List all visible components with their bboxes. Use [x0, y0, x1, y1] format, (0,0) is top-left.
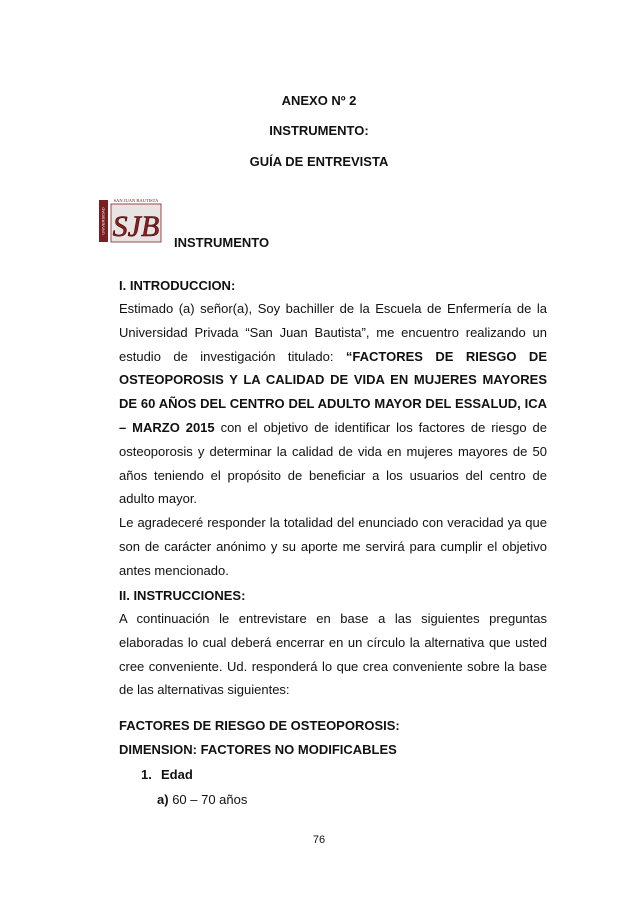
logo-monogram: SJB: [112, 210, 160, 243]
instructions-text: A continuación le entrevistare en base a las siguientes preguntas elaboradas lo cual deberá encerrar en un círculo la alternativa que usted cree conveniente. Ud. responderá lo que crea conveniente sobre la base de las alternativas siguientes:: [119, 611, 547, 698]
dimension-heading: DIMENSION: FACTORES NO MODIFICABLES: [119, 742, 397, 757]
option-a-letter: a): [157, 792, 169, 807]
option-a: [157, 792, 247, 807]
instructions-heading: II. INSTRUCCIONES:: [119, 588, 246, 603]
intro-heading: I. INTRODUCCION:: [119, 278, 236, 293]
sjb-university-logo: [98, 196, 164, 246]
intro-paragraph-2: Le agradeceré responder la totalidad del enunciado con veracidad ya que son de carácter anónimo y su aporte me servirá para cumplir el objetivo antes mencionado.: [119, 515, 547, 578]
svg-text:UNIVERSIDAD: UNIVERSIDAD: [100, 207, 106, 235]
question-1-label: Edad: [161, 767, 193, 782]
question-1-number: 1.: [141, 767, 152, 782]
intro-paragraph-1: [119, 297, 547, 511]
intro-text: [119, 297, 547, 583]
guide-title: GUÍA DE ENTREVISTA: [249, 154, 389, 169]
instrument-title: INSTRUMENTO:: [269, 123, 369, 138]
annex-title: ANEXO Nº 2: [281, 93, 357, 108]
study-title: “FACTORES DE RIESGO DE OSTEOPOROSIS Y LA CALIDAD DE VIDA EN MUJERES MAYORES DE 60 AÑOS DEL CENTRO DEL ADULTO MAYOR DEL ESSALUD, ICA – MARZO 2015: [119, 348, 547, 435]
option-a-text: 60 – 70 años: [172, 792, 248, 807]
intro-p1-end: con el objetivo de identificar los factores de riesgo de osteoporosis y determinar la calidad de vida en mujeres mayores de 50 años teniendo el propósito de beneficiar a los usuarios del centro de adulto mayor.: [119, 419, 547, 507]
instrument-caption: INSTRUMENTO: [174, 235, 270, 250]
risk-factors-heading: FACTORES DE RIESGO DE OSTEOPOROSIS:: [119, 718, 400, 733]
intro-p1-start: Estimado (a) señor(a), Soy bachiller de la Escuela de Enfermería de la Universidad Privada “San Juan Bautista”, me encuentro realizando un estudio de investigación titulado:: [119, 301, 547, 364]
page-number: 76: [312, 834, 326, 846]
logo-text: SAN JUAN BAUTISTA: [113, 198, 159, 203]
